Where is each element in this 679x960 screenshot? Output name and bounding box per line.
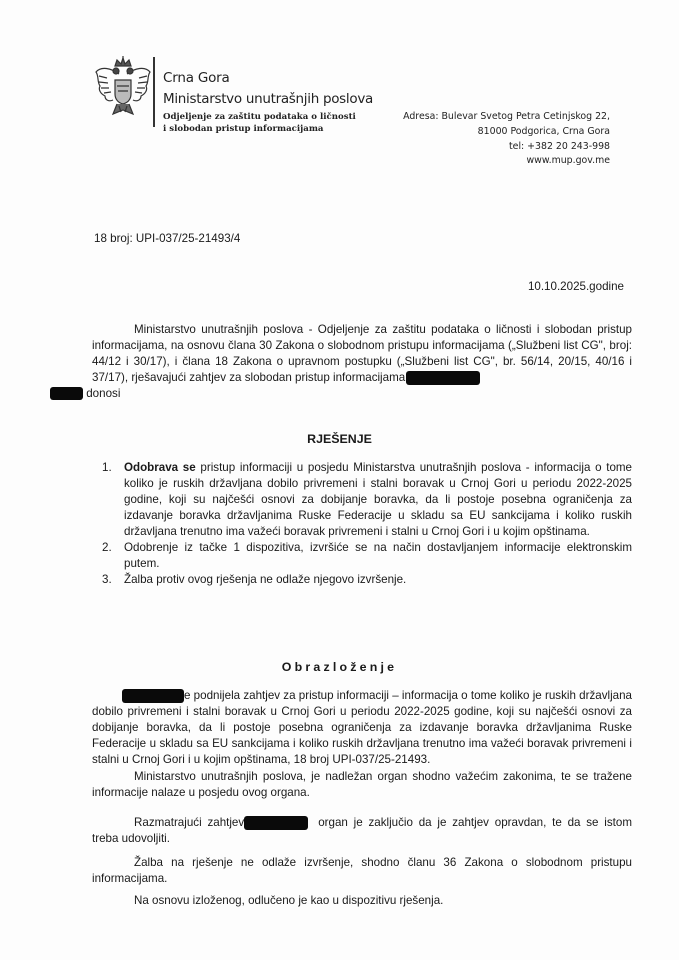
reasoning-p3-lead: Razmatrajući zahtjev xyxy=(134,816,245,829)
item-bold-lead: Odobrava se xyxy=(124,461,196,474)
decision-item-1 xyxy=(102,460,632,540)
item-text: Žalba protiv ovog rješenja ne odlaže njegovo izvršenje. xyxy=(124,573,407,586)
item-text: pristup informaciji u posjedu Ministarstva unutrašnjih poslova - informacija o tome koliko je ruskih državljana dobilo privremeni i stalni boravak u Crnoj Gori u periodu 2022-2025 godine, koji su najčešći osnovi za dobijanje boravka, da li postoje posebna ograničenja za izdavanje boravka državljanima Ruske Federacije u skladu sa EU sankcijama i koliko ruskih državljana trenutno ima važeći boravak privremeni i stalni u Crnoj Gori i u kojim opštinama. xyxy=(124,461,632,538)
reasoning-paragraph-5: Na osnovu izloženog, odlučeno je kao u dispozitivu rješenja. xyxy=(134,894,444,907)
department-line-1: Odjeljenje za zaštitu podataka o ličnosti xyxy=(163,112,356,122)
header-department xyxy=(163,111,356,135)
reference-number: 18 broj: UPI-037/25-21493/4 xyxy=(94,232,241,245)
decision-title: RJEŠENJE xyxy=(307,432,372,446)
redacted-name xyxy=(406,371,480,385)
address-block xyxy=(403,110,610,169)
address-website: www.mup.gov.me xyxy=(526,155,610,167)
redacted-name xyxy=(244,816,308,830)
address-phone: tel: +382 20 243-998 xyxy=(509,140,610,152)
reasoning-paragraph-3 xyxy=(92,815,632,847)
intro-ending: donosi xyxy=(86,387,121,400)
decision-item-2 xyxy=(102,540,632,572)
address-street: Adresa: Bulevar Svetog Petra Cetinjskog 22, xyxy=(403,111,610,122)
item-number: 1. xyxy=(102,461,112,474)
reasoning-text-3: organ je zaključio da je zahtjev opravdan, te da se istom treba udovoljiti. xyxy=(92,816,633,845)
reasoning-paragraph-4: Žalba na rješenje ne odlaže izvršenje, shodno članu 36 Zakona o slobodnom pristupu informacijama. xyxy=(92,856,632,885)
redacted-name xyxy=(122,689,184,703)
decision-list xyxy=(102,460,632,588)
intro-text: Ministarstvo unutrašnjih poslova - Odjeljenje za zaštitu podataka o ličnosti i slobodan pristup informacijama, na osnovu člana 30 Zakona o slobodnom pristupu informacijama („Službeni list CG", broj: 44/12 i 30/17), i člana 18 Zakona o upravnom postupku („Službeni list CG", br. 56/14, 20/15, 40/16 i 37/17), rješavajući zahtjev za slobodan pristup informacijama xyxy=(92,323,632,384)
item-number: 3. xyxy=(102,573,112,586)
decision-item-3 xyxy=(102,572,632,588)
header-ministry: Ministarstvo unutrašnjih poslova xyxy=(163,91,373,107)
reasoning-text-1: e podnijela zahtjev za pristup informaciji – informacija o tome koliko je ruskih državljana dobilo privremeni i stalni boravak u Crnoj Gori u periodu 2022-2025 godine, koji su najčešći osnovi za dobijanje boravka, da li postoje posebna ograničenja za izdavanje boravka državljanima Ruske Federacije u skladu sa EU sankcijama i koliko ruskih državljana trenutno ima važeći boravak privremeni i stalni u Crnoj Gori i u kojim opštinama, 18 broj UPI-037/25-21493. xyxy=(92,689,632,766)
montenegro-coat-of-arms-icon xyxy=(93,56,153,118)
header-divider xyxy=(153,57,155,127)
reasoning-paragraph-2: Ministarstvo unutrašnjih poslova, je nadležan organ shodno važećim zakonima, te se tražene informacije nalaze u posjedu ovog organa. xyxy=(92,770,632,799)
redacted-name-continued xyxy=(50,387,83,400)
reasoning-paragraph-1 xyxy=(92,688,632,768)
department-line-2: i slobodan pristup informacijama xyxy=(163,124,324,134)
reasoning-title: Obrazloženje xyxy=(281,660,398,674)
item-text: Odobrenje iz tačke 1 dispozitiva, izvršiće se na način dostavljanjem informacije elektronskim putem. xyxy=(124,541,632,570)
document-date: 10.10.2025.godine xyxy=(527,280,624,293)
intro-paragraph xyxy=(86,322,632,402)
item-number: 2. xyxy=(102,541,112,554)
header-country: Crna Gora xyxy=(163,70,230,86)
address-city: 81000 Podgorica, Crna Gora xyxy=(477,125,610,137)
